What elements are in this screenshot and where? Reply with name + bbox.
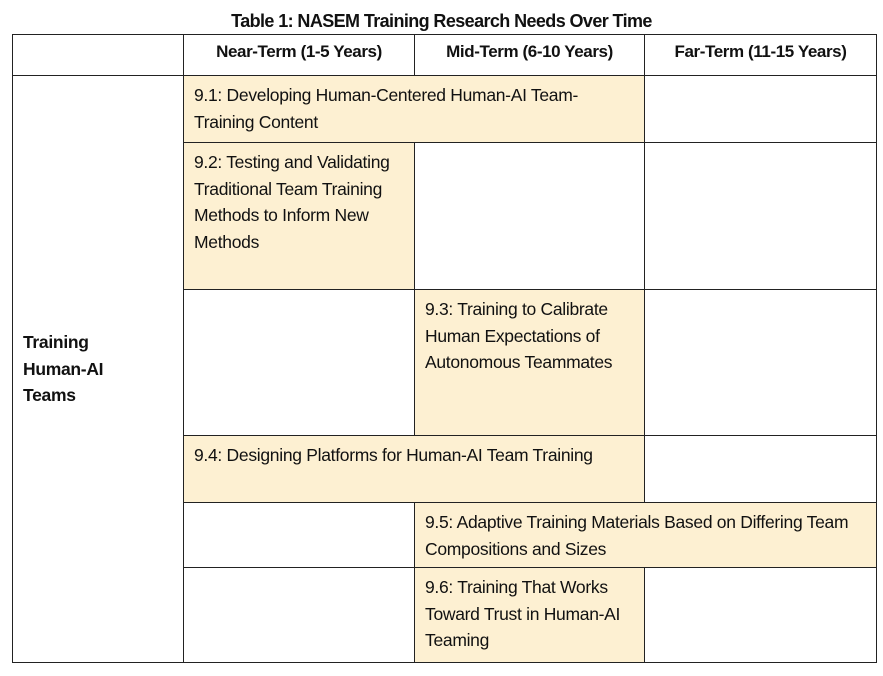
need-9-2-cell: 9.2: Testing and Validating Traditional Team Training Methods to Inform New Methods xyxy=(183,142,415,290)
column-header-near-term: Near-Term (1-5 Years) xyxy=(183,34,415,76)
table-title: Table 1: NASEM Training Research Needs Over Time xyxy=(231,11,652,31)
need-9-1-cell: 9.1: Developing Human-Centered Human-AI Team-Training Content xyxy=(183,75,645,143)
need-9-4-cell: 9.4: Designing Platforms for Human-AI Team Training xyxy=(183,435,645,503)
need-9-5-cell: 9.5: Adaptive Training Materials Based on Differing Team Compositions and Sizes xyxy=(414,502,877,568)
row-label-training-human-ai-teams xyxy=(12,75,184,663)
empty-cell xyxy=(644,435,877,503)
research-needs-table xyxy=(12,34,876,662)
empty-cell xyxy=(644,75,877,143)
empty-cell xyxy=(644,142,877,290)
corner-header-cell xyxy=(12,34,184,76)
column-header-far-term: Far-Term (11-15 Years) xyxy=(644,34,877,76)
empty-cell xyxy=(183,289,415,436)
empty-cell xyxy=(644,289,877,436)
empty-cell xyxy=(183,567,415,663)
empty-cell xyxy=(644,567,877,663)
row-label-text: Training Human-AI Teams xyxy=(23,332,104,406)
empty-cell xyxy=(183,502,415,568)
need-9-6-cell: 9.6: Training That Works Toward Trust in Human-AI Teaming xyxy=(414,567,645,663)
empty-cell xyxy=(414,142,645,290)
column-header-mid-term: Mid-Term (6-10 Years) xyxy=(414,34,645,76)
need-9-3-cell: 9.3: Training to Calibrate Human Expectations of Autonomous Teammates xyxy=(414,289,645,436)
